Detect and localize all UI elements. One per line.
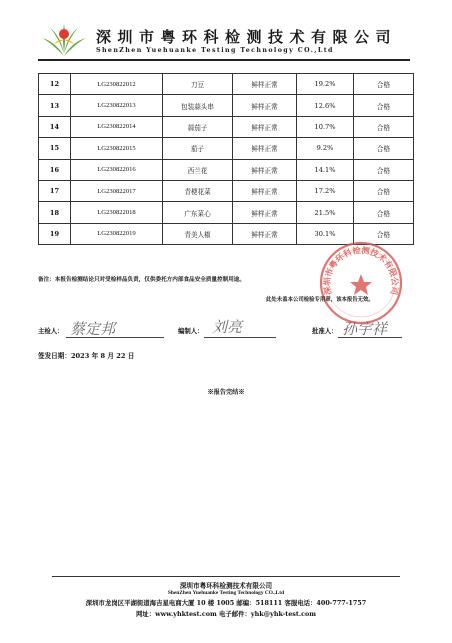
cell-sample-code: LG230822012 (71, 74, 163, 95)
cell-row-number: 18 (39, 202, 71, 223)
issue-date: 签发日期：2023 年 8 月 22 日 (38, 352, 135, 360)
cell-verdict: 合格 (354, 202, 414, 223)
cell-sample-code: LG230822013 (71, 95, 163, 116)
svg-text:深圳市粤环科检测技术有限公司: 深圳市粤环科检测技术有限公司 (321, 244, 401, 296)
cell-sample-status: 鲜样正常 (233, 138, 297, 159)
cell-sample-code: LG230822018 (71, 202, 163, 223)
cell-test-value: 9.2% (297, 138, 354, 159)
cell-sample-status: 鲜样正常 (233, 159, 297, 180)
report-header (0, 0, 452, 64)
cell-sample-status: 鲜样正常 (233, 116, 297, 137)
cell-verdict: 合格 (354, 116, 414, 137)
cell-sample-code: LG230822015 (71, 138, 163, 159)
cell-row-number: 12 (39, 74, 71, 95)
cell-sample-status: 鲜样正常 (233, 95, 297, 116)
cell-sample-code: LG230822017 (71, 180, 163, 201)
cell-verdict: 合格 (354, 74, 414, 95)
cell-sample-code: LG230822014 (71, 116, 163, 137)
cell-sample-name: 广东菜心 (163, 202, 233, 223)
inspector-signature: 蔡定邦 (70, 320, 116, 338)
cell-test-value: 19.2% (297, 74, 354, 95)
cell-sample-name: 青梗花菜 (163, 180, 233, 201)
footer-company-cn: 深圳市粤环科检测技术有限公司 (179, 582, 273, 590)
cell-sample-name: 蒜茄子 (163, 116, 233, 137)
table-row (39, 116, 414, 137)
editor-signature-line (204, 337, 276, 338)
company-logo-icon (40, 22, 88, 58)
cell-sample-code: LG230822019 (71, 223, 163, 244)
table-row (39, 180, 414, 201)
cell-sample-name: 青美人椒 (163, 223, 233, 244)
cell-test-value: 17.2% (297, 180, 354, 201)
cell-test-value: 14.1% (297, 159, 354, 180)
cell-test-value: 21.5% (297, 202, 354, 223)
cell-sample-code: LG230822016 (71, 159, 163, 180)
cell-sample-status: 鲜样正常 (233, 223, 297, 244)
cell-row-number: 17 (39, 180, 71, 201)
cell-verdict: 合格 (354, 159, 414, 180)
cell-sample-name: 包装蒜头串 (163, 95, 233, 116)
table-row (39, 74, 414, 95)
report-remark: 备注：本报告检测结论只对受检样品负责，仅供委托方内部食品安全质量控制用途。 (38, 277, 245, 283)
cell-test-value: 30.1% (297, 223, 354, 244)
table-row (39, 159, 414, 180)
cell-sample-name: 西兰花 (163, 159, 233, 180)
footer-divider (52, 576, 400, 577)
footer-contact: 网址：www.yhktest.com 电子邮件：yhk@yhk-test.com (136, 610, 316, 618)
cell-row-number: 15 (39, 138, 71, 159)
results-table (38, 73, 414, 245)
cell-verdict: 合格 (354, 223, 414, 244)
cell-sample-status: 鲜样正常 (233, 180, 297, 201)
table-row (39, 138, 414, 159)
seal-validity-note: 此处未盖本公司检验专用章，该本报告无效。 (266, 297, 374, 303)
approver-label: 批准人： (312, 327, 338, 335)
editor-label: 编制人： (178, 327, 204, 335)
cell-sample-status: 鲜样正常 (233, 74, 297, 95)
cell-row-number: 16 (39, 159, 71, 180)
cell-row-number: 14 (39, 116, 71, 137)
cell-row-number: 19 (39, 223, 71, 244)
cell-test-value: 10.7% (297, 116, 354, 137)
inspector-label: 主检人： (38, 327, 64, 335)
cell-sample-name: 茄子 (163, 138, 233, 159)
cell-sample-status: 鲜样正常 (233, 202, 297, 223)
report-end-marker: ※报告完结※ (207, 389, 245, 396)
approver-signature: 孙宇祥 (342, 320, 388, 338)
table-row (39, 95, 414, 116)
footer-company-en: ShenZhen Yuehuanke Testing Technology CO.,Ltd (167, 590, 285, 596)
cell-verdict: 合格 (354, 138, 414, 159)
company-name-en: ShenZhen Yuehuanke Testing Technology CO.,Ltd (96, 47, 334, 54)
cell-row-number: 13 (39, 95, 71, 116)
header-divider (38, 59, 410, 61)
footer-address: 深圳市龙岗区平湖街道海吉星电商大厦 10 楼 1005 邮编：518111 客服电话：400-777-1757 (85, 599, 367, 607)
cell-verdict: 合格 (354, 95, 414, 116)
cell-verdict: 合格 (354, 180, 414, 201)
cell-test-value: 12.6% (297, 95, 354, 116)
cell-sample-name: 刀豆 (163, 74, 233, 95)
table-row (39, 202, 414, 223)
company-seal-stamp (318, 240, 404, 326)
editor-signature: 刘亮 (212, 318, 243, 336)
results-table-body (39, 74, 414, 245)
company-name-cn: 深圳市粤环科检测技术有限公司 (96, 28, 398, 46)
